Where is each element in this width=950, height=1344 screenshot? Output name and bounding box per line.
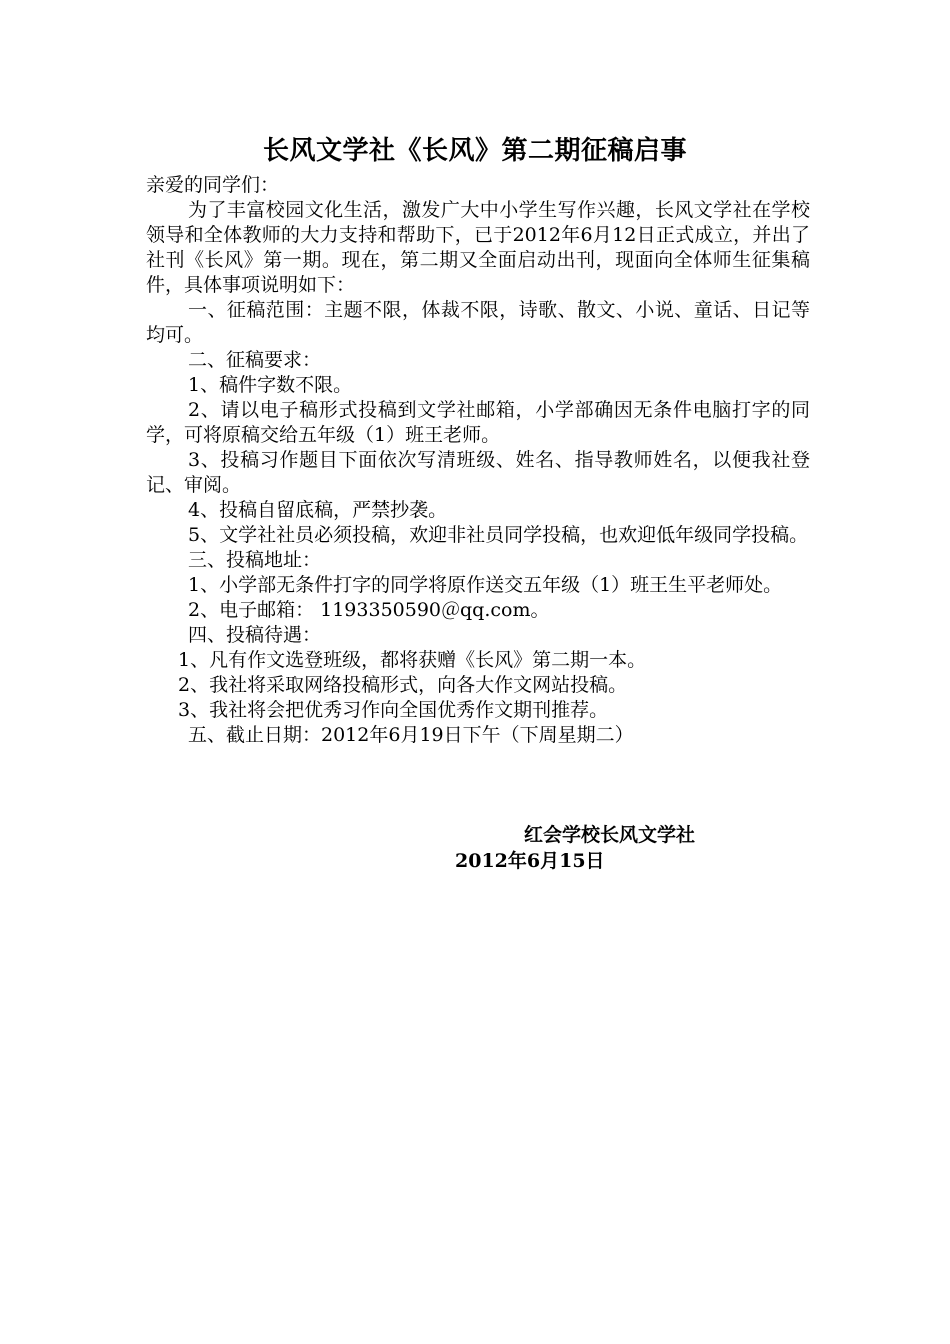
intro-paragraph: 为了丰富校园文化生活，激发广大中小学生写作兴趣，长风文学社在学校领导和全体教师的大力支持和帮助下，已于2012年6月12日正式成立，并出了社刊《长风》第一期。现在，第二期又全面启动出刊，现面向全体师生征集稿件，具体事项说明如下： bbox=[146, 199, 810, 296]
section-2-heading: 二、征稿要求： bbox=[188, 349, 322, 371]
requirement-2: 2、请以电子稿形式投稿到文学社邮箱，小学部确因无条件电脑打字的同学，可将原稿交给五年级（1）班王老师。 bbox=[146, 399, 810, 446]
signature-date: 2012年6月15日 bbox=[455, 850, 605, 872]
document-title: 长风文学社《长风》第二期征稿启事 bbox=[262, 136, 687, 166]
address-2-email: 2、电子邮箱： 1193350590＠qq.com。 bbox=[188, 599, 550, 621]
signature-organization: 红会学校长风文学社 bbox=[524, 824, 696, 846]
section-3-heading: 三、投稿地址： bbox=[188, 549, 322, 571]
document-body bbox=[146, 173, 810, 748]
requirement-3: 3、投稿习作题目下面依次写清班级、姓名、指导教师姓名，以便我社登记、审阅。 bbox=[146, 449, 810, 496]
benefit-1: 1、凡有作文选登班级，都将获赠《长风》第二期一本。 bbox=[178, 649, 647, 671]
benefit-2: 2、我社将采取网络投稿形式，向各大作文网站投稿。 bbox=[178, 674, 628, 696]
section-1-scope: 一、征稿范围：主题不限，体裁不限，诗歌、散文、小说、童话、日记等均可。 bbox=[146, 299, 810, 346]
address-1: 1、小学部无条件打字的同学将原作送交五年级（1）班王生平老师处。 bbox=[188, 574, 783, 596]
requirement-1: 1、稿件字数不限。 bbox=[188, 374, 353, 396]
section-5-deadline: 五、截止日期：2012年6月19日下午（下周星期二） bbox=[188, 724, 634, 746]
requirement-4: 4、投稿自留底稿，严禁抄袭。 bbox=[188, 499, 448, 521]
benefit-3: 3、我社将会把优秀习作向全国优秀作文期刊推荐。 bbox=[178, 699, 609, 721]
section-4-heading: 四、投稿待遇： bbox=[188, 624, 322, 646]
requirement-5: 5、文学社社员必须投稿，欢迎非社员同学投稿，也欢迎低年级同学投稿。 bbox=[188, 524, 809, 546]
greeting: 亲爱的同学们： bbox=[146, 174, 280, 196]
